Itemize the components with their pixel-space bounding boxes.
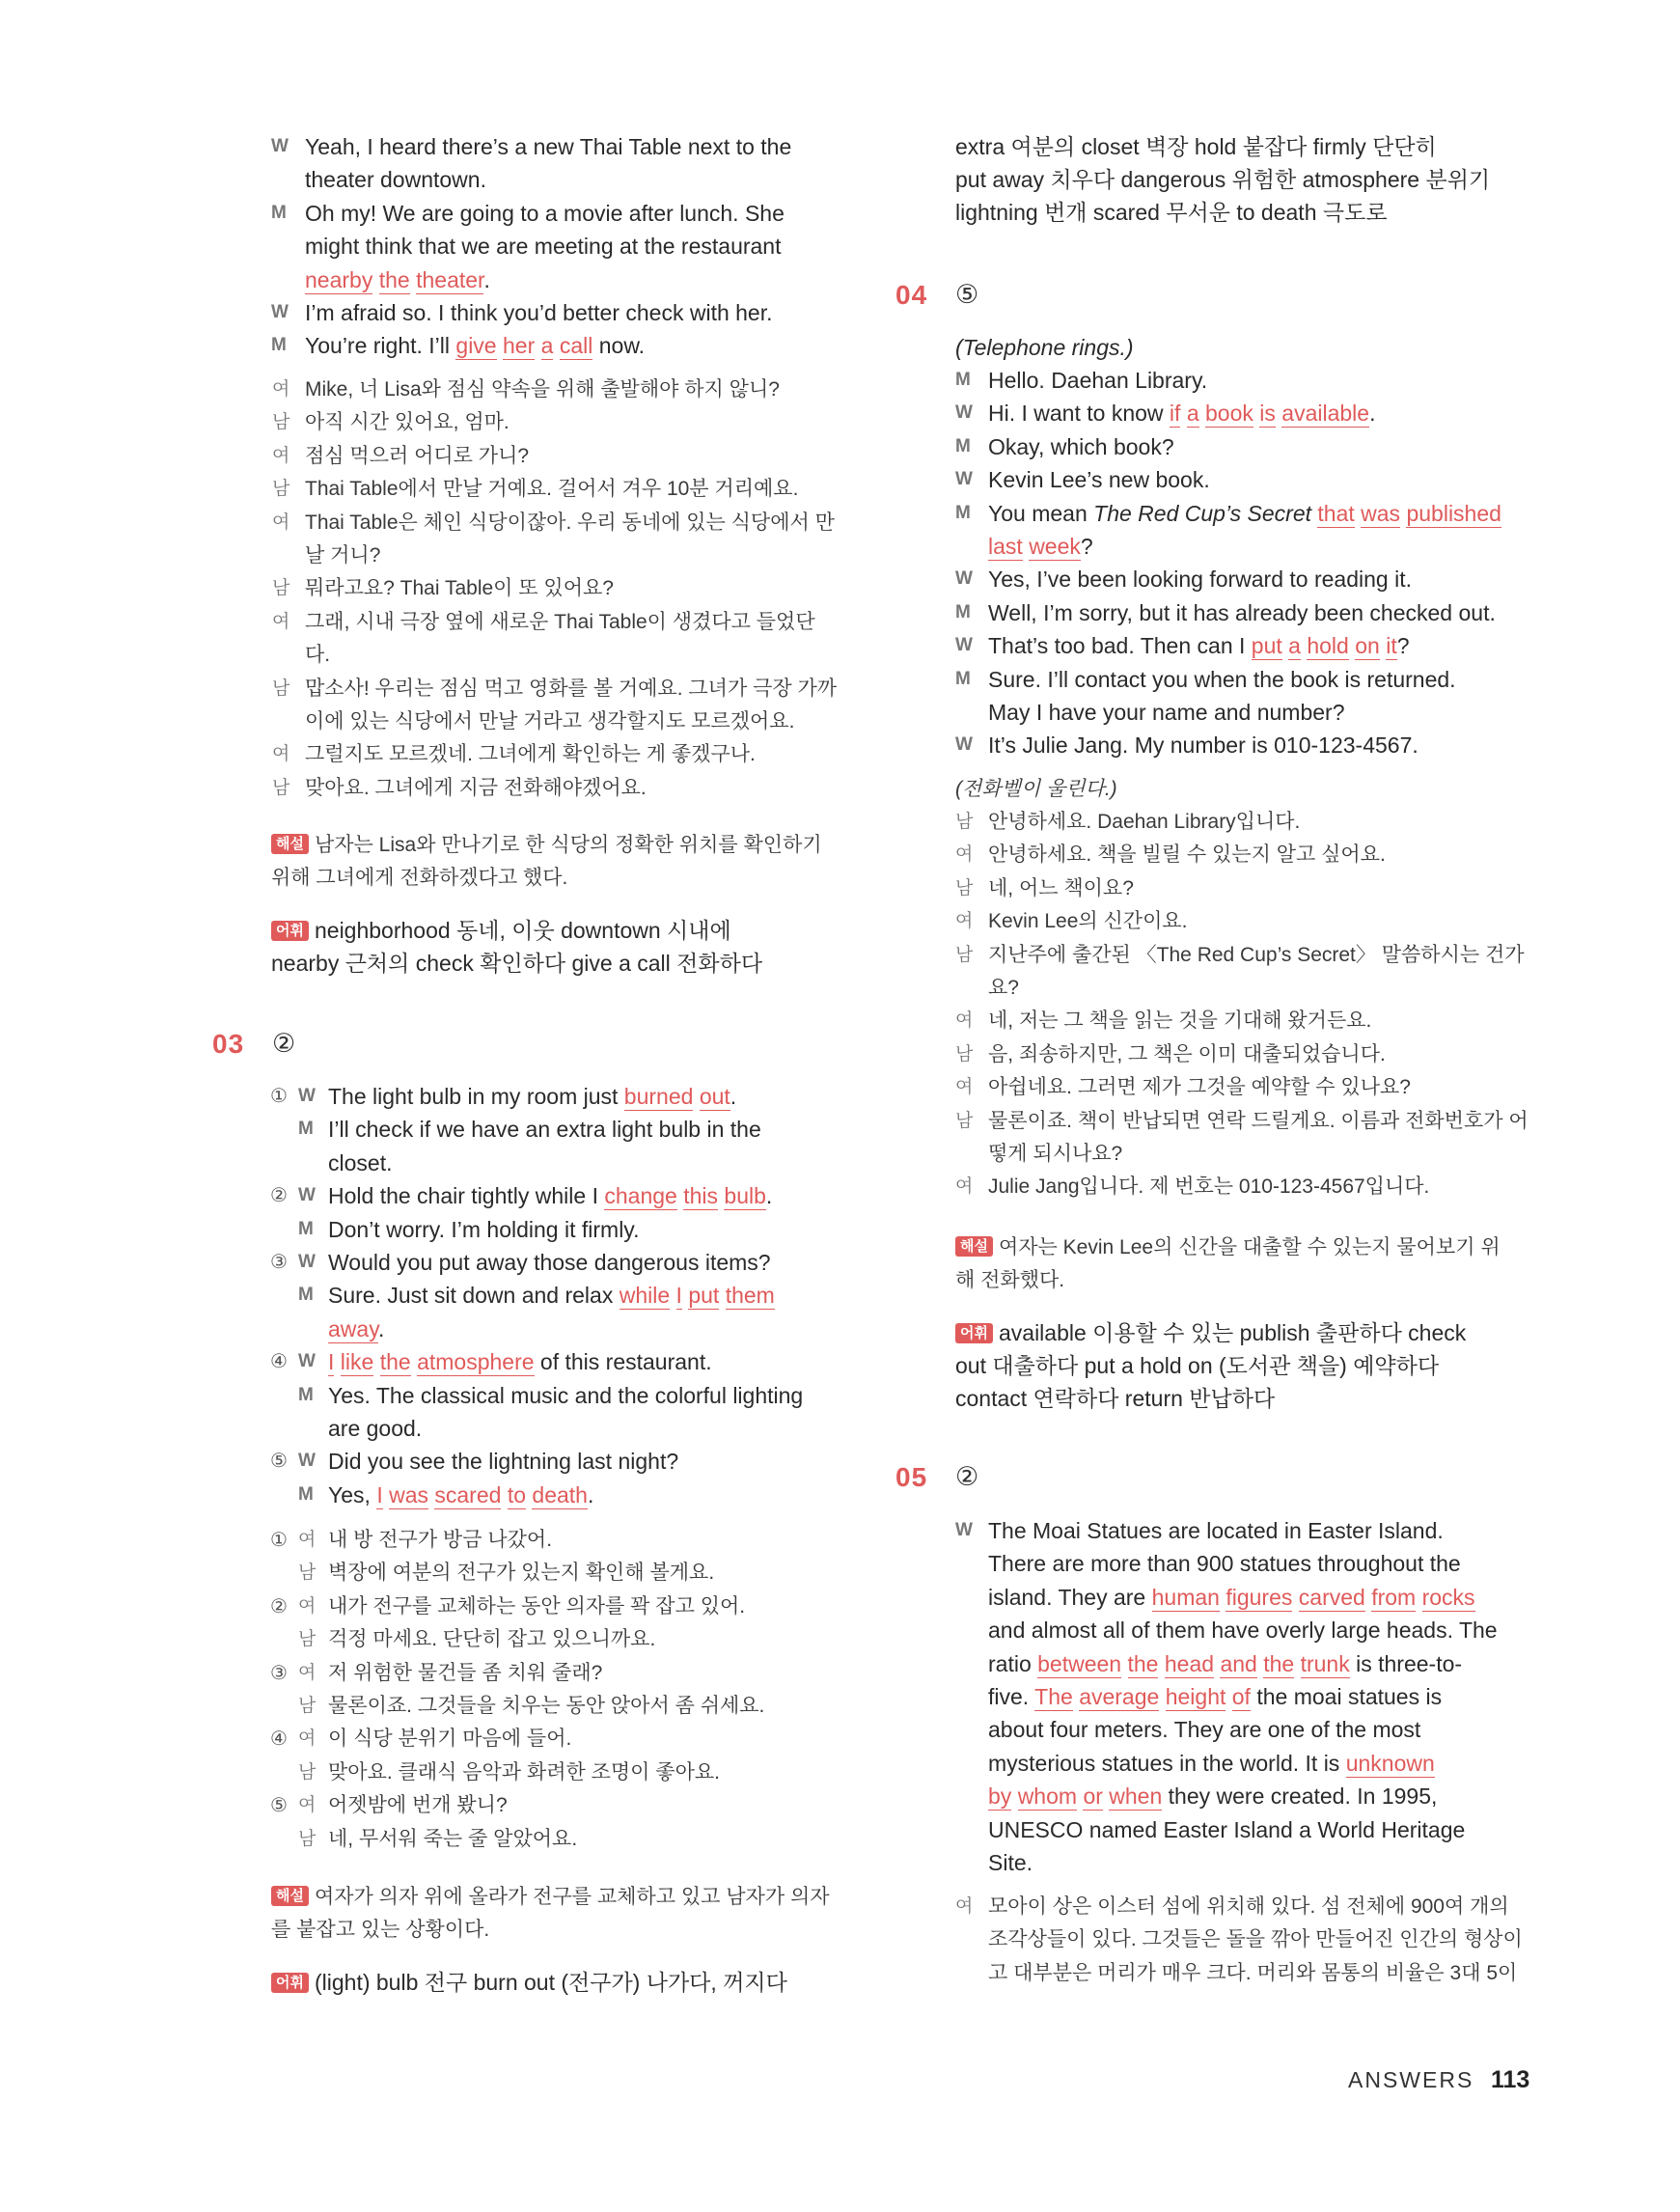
blank-answer: head	[1164, 1650, 1215, 1676]
translation-line: 이에 있는 식당에서 만날 거라고 생각할지도 모르겠어요.	[305, 710, 795, 733]
translation-line: Kevin Lee의 신간이요.	[988, 910, 1188, 933]
translation-line: 물론이죠. 그것들을 치우는 동안 앉아서 좀 쉬세요.	[328, 1695, 765, 1717]
line-text: ?	[1396, 633, 1410, 659]
dialogue-line	[305, 133, 791, 160]
translation-line: 안녕하세요. 책을 빌릴 수 있는지 알고 싶어요.	[988, 843, 1386, 867]
speaker-label: 여	[298, 1595, 317, 1617]
blank-answer: put	[1251, 633, 1282, 659]
speaker-label: M	[271, 202, 287, 223]
speaker-label: W	[955, 402, 973, 424]
dialogue-line	[305, 332, 645, 359]
blank-answer: human	[1151, 1584, 1220, 1610]
speaker-label: 남	[955, 1110, 974, 1131]
line-text: theater downtown.	[305, 167, 486, 193]
translation-line: 지난주에 출간된 〈The Red Cup’s Secret〉 말씀하시는 건가	[988, 943, 1525, 966]
footer-label: ANSWERS	[1348, 2067, 1474, 2092]
speaker-label: 남	[298, 1828, 317, 1849]
dialogue-line	[328, 1348, 712, 1375]
blank-answer: was	[389, 1481, 428, 1507]
line-text: May I have your name and number?	[988, 700, 1345, 725]
line-text: of this restaurant.	[534, 1349, 712, 1375]
line-text: There are more than 900 statues throughout the	[988, 1551, 1461, 1577]
line-text: Kevin Lee’s new book.	[988, 467, 1210, 493]
q02-explanation: 해설 남자는 Lisa와 만나기로 한 식당의 정확한 위치를 확인하기	[271, 830, 822, 859]
line-text: and almost all of them have overly large heads. The	[988, 1618, 1498, 1644]
speaker-label: 여	[955, 1896, 974, 1917]
translation-line: 다.	[305, 644, 331, 667]
blank-answer: this	[683, 1183, 719, 1209]
speaker-label: 남	[272, 677, 290, 699]
speaker-label: 남	[272, 412, 290, 433]
translation-line: 모아이 상은 이스터 섬에 위치해 있다. 섬 전체에 900여 개의	[988, 1895, 1509, 1918]
speaker-label: 여	[955, 1176, 974, 1198]
speaker-label: 남	[272, 578, 290, 599]
dialogue-line	[988, 699, 1344, 726]
speaker-label: 남	[272, 479, 290, 500]
explanation-tag: 해설	[271, 834, 309, 854]
line-text: Did you see the lightning last night?	[328, 1449, 679, 1475]
translation-line: 뭐라고요? Thai Table이 또 있어요?	[305, 577, 614, 600]
dialogue-line	[328, 1149, 392, 1176]
dialogue-line	[988, 433, 1174, 460]
line-text: .	[587, 1481, 594, 1507]
item-number: ①	[270, 1530, 288, 1551]
speaker-label: 남	[298, 1562, 317, 1584]
blank-answer: a	[540, 333, 554, 359]
blank-answer: call	[559, 333, 593, 359]
dialogue-line	[988, 533, 1093, 560]
speaker-label: M	[298, 1119, 314, 1140]
dialogue-line	[328, 1448, 678, 1475]
dialogue-line	[328, 1216, 640, 1243]
speaker-label: M	[955, 435, 971, 456]
blank-answer: away	[328, 1315, 378, 1341]
blank-answer: on	[1355, 633, 1380, 659]
q04-explanation: 해설 여자는 Kevin Lee의 신간을 대출할 수 있는지 물어보기 위	[955, 1232, 1501, 1261]
line-text: Would you put away those dangerous items?	[328, 1250, 771, 1275]
blank-answer: a	[1288, 633, 1301, 659]
line-text: Okay, which book?	[988, 433, 1174, 459]
line-text: ?	[1080, 534, 1093, 559]
speaker-label: M	[955, 601, 971, 622]
speaker-label: W	[298, 1351, 316, 1372]
dialogue-line	[328, 1415, 422, 1442]
speaker-label: 여	[955, 1010, 974, 1032]
dialogue-line	[988, 1849, 1033, 1876]
blank-answer: between	[1037, 1650, 1122, 1676]
speaker-label: M	[955, 502, 971, 523]
line-text: .	[765, 1183, 773, 1209]
q03-vocab-cont-1: extra 여분의 closet 벽장 hold 붙잡다 firmly 단단히	[955, 134, 1437, 159]
vocab-tag: 어휘	[271, 921, 309, 941]
blank-answer: the	[378, 266, 410, 292]
blank-answer: trunk	[1300, 1650, 1350, 1676]
translation-line: 네, 무서워 죽는 줄 알았어요.	[328, 1827, 578, 1850]
dialogue-line	[988, 1584, 1475, 1611]
speaker-label: W	[955, 469, 973, 490]
blank-answer: while	[619, 1283, 671, 1309]
dialogue-line	[988, 1816, 1465, 1843]
speaker-label: 여	[298, 1728, 317, 1750]
blank-answer: change	[604, 1183, 677, 1209]
blank-answer: out	[699, 1084, 730, 1109]
line-text: Don’t worry. I’m holding it firmly.	[328, 1216, 640, 1242]
blank-answer: theater	[416, 266, 484, 292]
blank-answer: her	[503, 333, 536, 359]
line-text: The light bulb in my room just	[328, 1084, 624, 1109]
translation-line: Thai Table은 체인 식당이잖아. 우리 동네에 있는 식당에서 만	[305, 511, 835, 534]
translation-line: 고 대부분은 머리가 매우 크다. 머리와 몸통의 비율은 3대 5이	[988, 1961, 1518, 1984]
blank-answer: it	[1386, 633, 1397, 659]
line-text: That’s too bad. Then can I	[988, 633, 1252, 659]
translation-line: 맙소사! 우리는 점심 먹고 영화를 볼 거예요. 그녀가 극장 가까	[305, 677, 838, 700]
line-text: ratio	[988, 1650, 1038, 1676]
line-text: I’ll check if we have an extra light bulb in the	[328, 1117, 761, 1143]
dialogue-line	[988, 632, 1410, 659]
speaker-label: M	[298, 1483, 314, 1505]
dialogue-line	[305, 200, 785, 227]
q03-explanation-line2: 를 붙잡고 있는 상황이다.	[271, 1919, 490, 1941]
dialogue-line	[988, 666, 1456, 693]
blank-answer: that	[1317, 500, 1355, 526]
blank-answer: height	[1165, 1684, 1226, 1709]
line-text: Yes,	[328, 1481, 377, 1507]
blank-answer: The	[1034, 1684, 1073, 1709]
translation-line: 조각상들이 있다. 그것들은 돌을 깎아 만들어진 인간의 형상이	[988, 1928, 1523, 1951]
q04-vocab-line2: out 대출하다 put a hold on (도서관 책을) 예약하다	[955, 1353, 1440, 1378]
speaker-label: 여	[272, 512, 290, 533]
blank-answer: available	[1281, 401, 1370, 427]
speaker-label: W	[271, 302, 289, 322]
line-text: Hold the chair tightly while I	[328, 1183, 605, 1209]
q04-vocab-line3: contact 연락하다 return 반납하다	[955, 1386, 1276, 1411]
blank-answer: whom	[1017, 1783, 1078, 1810]
speaker-label: M	[298, 1218, 314, 1239]
blank-answer: average	[1079, 1684, 1160, 1709]
line-text: You’re right. I’ll	[305, 333, 456, 359]
speaker-label: M	[271, 335, 287, 356]
speaker-label: 여	[298, 1662, 317, 1683]
dialogue-line	[988, 566, 1412, 593]
q04-vocab: 어휘 available 이용할 수 있는 publish 출판하다 check	[955, 1319, 1466, 1346]
line-text: Yes, I’ve been looking forward to reading it.	[988, 567, 1412, 593]
q04-number: 04	[895, 280, 928, 310]
item-number: ④	[270, 1351, 288, 1373]
translation-line: 이 식당 분위기 마음에 들어.	[328, 1728, 572, 1751]
line-text: Sure. I’ll contact you when the book is returned.	[988, 666, 1456, 692]
line-text: island. They are	[988, 1584, 1152, 1610]
dialogue-line	[328, 1282, 775, 1309]
blank-answer: the	[379, 1349, 411, 1375]
blank-answer: scared	[434, 1481, 502, 1507]
dialogue-line	[305, 233, 782, 260]
q03-vocab: 어휘 (light) bulb 전구 burn out (전구가) 나가다, 꺼지다	[271, 1969, 787, 1996]
speaker-label: 여	[955, 844, 974, 866]
speaker-label: 여	[272, 744, 290, 765]
blank-answer: is	[1259, 401, 1276, 427]
dialogue-line	[988, 1683, 1442, 1710]
translation-line: 네, 저는 그 책을 읽는 것을 기대해 왔거든요.	[988, 1009, 1372, 1033]
item-number: ③	[270, 1252, 288, 1273]
vocab-tag: 어휘	[271, 1973, 309, 1993]
blank-answer: death	[532, 1481, 588, 1507]
line-text: Yeah, I heard there’s a new Thai Table next to the	[305, 134, 792, 159]
speaker-label: M	[955, 370, 971, 390]
blank-answer: published	[1406, 500, 1501, 526]
line-text: Yes. The classical music and the colorful lighting	[328, 1382, 804, 1408]
blank-answer: unknown	[1345, 1750, 1435, 1776]
line-text: mysterious statues in the world. It is	[988, 1750, 1346, 1776]
translation-line: Thai Table에서 만날 거예요. 걸어서 겨우 10분 거리예요.	[305, 478, 799, 501]
speaker-label: 남	[955, 944, 974, 965]
translation-line: 내가 전구를 교체하는 동안 의자를 꽉 잡고 있어.	[328, 1594, 746, 1618]
translation-line: 음, 죄송하지만, 그 책은 이미 대출되었습니다.	[988, 1042, 1386, 1065]
translation-line: 내 방 전구가 방금 나갔어.	[328, 1529, 553, 1551]
translation-line: 아쉽네요. 그러면 제가 그것을 예약할 수 있나요?	[988, 1076, 1411, 1099]
translation-line: 벽장에 여분의 전구가 있는지 확인해 볼게요.	[328, 1562, 715, 1585]
line-text: Oh my! We are going to a movie after lunch. She	[305, 200, 785, 226]
line-text: UNESCO named Easter Island a World Heritage	[988, 1816, 1466, 1842]
q04-explanation-line2: 해 전화했다.	[955, 1269, 1065, 1291]
dialogue-line	[328, 1481, 593, 1508]
line-text: Hello. Daehan Library.	[988, 368, 1208, 393]
translation-line: 아직 시간 있어요, 엄마.	[305, 411, 510, 434]
speaker-label: 남	[298, 1629, 317, 1650]
speaker-label: 여	[298, 1530, 317, 1550]
blank-answer: of	[1231, 1684, 1251, 1709]
speaker-label: W	[955, 1520, 973, 1540]
blank-answer: put	[688, 1283, 720, 1309]
dialogue-line	[305, 299, 773, 326]
line-text: You mean	[988, 500, 1094, 526]
speaker-label: 여	[272, 445, 290, 466]
page-number: 113	[1491, 2066, 1530, 2093]
speaker-label: 여	[955, 911, 974, 932]
dialogue-line	[988, 1750, 1435, 1777]
translation-line: 그래, 시내 극장 옆에 새로운 Thai Table이 생겼다고 들었단	[305, 610, 815, 633]
dialogue-line	[988, 1517, 1444, 1544]
translation-line: 떻게 되시나요?	[988, 1143, 1123, 1165]
blank-answer: bulb	[724, 1183, 766, 1209]
blank-answer: week	[1029, 534, 1081, 559]
blank-answer: or	[1083, 1783, 1103, 1810]
blank-answer: book	[1205, 401, 1253, 427]
speaker-label: 남	[298, 1761, 317, 1783]
line-text: about four meters. They are one of the most	[988, 1717, 1421, 1743]
dialogue-line	[988, 367, 1207, 394]
line-text: .	[1369, 401, 1376, 427]
item-number: ②	[270, 1595, 288, 1618]
translation-line: 저 위험한 물건들 좀 치워 줄래?	[328, 1661, 603, 1684]
line-text: Sure. Just sit down and relax	[328, 1283, 620, 1309]
explanation-tag: 해설	[271, 1886, 309, 1906]
speaker-label: W	[298, 1086, 316, 1106]
q02-vocab: 어휘 neighborhood 동네, 이웃 downtown 시내에	[271, 917, 731, 944]
dialogue-line	[988, 732, 1418, 759]
dialogue-line	[305, 266, 490, 293]
item-number: ③	[270, 1662, 288, 1684]
line-text: Well, I’m sorry, but it has already been checked out.	[988, 599, 1496, 625]
speaker-label: M	[955, 668, 971, 689]
item-number: ①	[270, 1086, 288, 1107]
translation-line: Mike, 너 Lisa와 점심 약속을 위해 출발해야 하지 않니?	[305, 378, 780, 401]
speaker-label: 남	[955, 877, 974, 899]
vocab-tag: 어휘	[955, 1323, 993, 1343]
item-number: ②	[270, 1185, 288, 1207]
dialogue-line	[328, 1182, 772, 1209]
blank-answer: from	[1371, 1584, 1417, 1610]
speaker-label: 여	[272, 379, 290, 400]
line-text: I’m afraid so. I think you’d better check with her.	[305, 300, 773, 325]
dialogue-line	[988, 1550, 1461, 1577]
blank-answer: last	[988, 534, 1023, 559]
translation-line: 어젯밤에 번개 봤니?	[328, 1794, 508, 1817]
line-text: now.	[592, 333, 646, 359]
dialogue-line	[988, 466, 1210, 493]
speaker-label: W	[298, 1252, 316, 1272]
blank-answer: rocks	[1421, 1584, 1475, 1610]
translation-line: 물론이죠. 책이 반납되면 연락 드릴게요. 이름과 전화번호가 어	[988, 1109, 1529, 1132]
q03-number: 03	[212, 1029, 245, 1059]
dialogue-line	[988, 1650, 1462, 1677]
translation-line: 맞아요. 그녀에게 지금 전화해야겠어요.	[305, 776, 647, 799]
speaker-label: M	[298, 1285, 314, 1306]
blank-answer: nearby	[305, 266, 373, 292]
speaker-label: 여	[298, 1795, 317, 1816]
speaker-label: W	[271, 136, 289, 156]
dialogue-line	[305, 166, 486, 193]
translation-line: Julie Jang입니다. 제 번호는 010-123-4567입니다.	[988, 1175, 1430, 1199]
q05-number: 05	[895, 1462, 928, 1492]
blank-answer: by	[988, 1783, 1012, 1810]
blank-answer: and	[1220, 1650, 1257, 1676]
q04-intro-korean: (전화벨이 울린다.)	[955, 778, 1117, 800]
dialogue-line	[328, 1083, 736, 1110]
blank-answer: I	[376, 1481, 383, 1507]
q02-vocab-line2: nearby 근처의 check 확인하다 give a call 전화하다	[271, 951, 763, 976]
translation-line: 날 거니?	[305, 544, 381, 567]
dialogue-line	[328, 1315, 384, 1342]
speaker-label: M	[298, 1384, 314, 1405]
speaker-label: 남	[298, 1696, 317, 1716]
q04-intro: (Telephone rings.)	[955, 335, 1134, 360]
blank-answer: the	[1127, 1650, 1159, 1676]
q04-answer: ⑤	[955, 280, 979, 309]
explanation-tag: 해설	[955, 1236, 993, 1257]
line-text: The Moai Statues are located in Easter Island.	[988, 1518, 1444, 1543]
blank-answer: carved	[1298, 1584, 1365, 1610]
line-text: .	[730, 1084, 737, 1109]
dialogue-line	[988, 500, 1501, 527]
line-text: they were created. In 1995,	[1162, 1783, 1438, 1810]
blank-answer: like	[340, 1349, 374, 1375]
speaker-label: 여	[955, 1077, 974, 1098]
q03-answer: ②	[272, 1029, 296, 1058]
q03-explanation: 해설 여자가 의자 위에 올라가 전구를 교체하고 있고 남자가 의자	[271, 1882, 830, 1911]
blank-answer: a	[1186, 401, 1199, 427]
translation-line: 안녕하세요. Daehan Library입니다.	[988, 811, 1301, 833]
translation-line: 요?	[988, 977, 1019, 999]
line-text: .	[378, 1315, 385, 1341]
item-number: ④	[270, 1728, 288, 1751]
q05-answer: ②	[955, 1462, 979, 1491]
blank-answer: figures	[1226, 1584, 1293, 1610]
dialogue-line	[328, 1249, 771, 1276]
speaker-label: 남	[955, 1043, 974, 1065]
q03-vocab-cont-2: put away 치우다 dangerous 위험한 atmosphere 분위기	[955, 167, 1491, 192]
dialogue-line	[988, 1783, 1437, 1810]
blank-answer: I	[328, 1349, 335, 1375]
speaker-label: 남	[955, 812, 974, 832]
blank-answer: atmosphere	[417, 1349, 535, 1375]
line-text: closet.	[328, 1149, 393, 1175]
speaker-label: 여	[272, 611, 290, 632]
line-text: might think that we are meeting at the restaurant	[305, 234, 782, 260]
dialogue-line	[988, 1716, 1420, 1743]
line-text: It’s Julie Jang. My number is 010-123-4567.	[988, 733, 1418, 759]
blank-answer: to	[507, 1481, 527, 1507]
blank-answer: give	[455, 333, 497, 359]
translation-line: 그럴지도 모르겠네. 그녀에게 확인하는 게 좋겠구나.	[305, 743, 756, 766]
line-text: are good.	[328, 1416, 423, 1441]
q02-explanation-line2: 위해 그녀에게 전화하겠다고 했다.	[271, 867, 568, 889]
blank-answer: when	[1109, 1783, 1163, 1810]
blank-answer: them	[725, 1283, 775, 1309]
dialogue-line	[328, 1116, 761, 1143]
line-text: .	[483, 266, 490, 292]
line-text: the moai statues is	[1250, 1684, 1443, 1709]
translation-line: 맞아요. 클래식 음악과 화려한 조명이 좋아요.	[328, 1760, 720, 1783]
dialogue-line	[988, 400, 1375, 427]
translation-line: 점심 먹으러 어디로 가니?	[305, 444, 530, 467]
dialogue-line	[328, 1382, 803, 1409]
book-title: The Red Cup’s Secret	[1093, 500, 1311, 526]
blank-answer: hold	[1307, 633, 1349, 659]
line-text: Hi. I want to know	[988, 401, 1170, 427]
speaker-label: W	[955, 635, 973, 656]
item-number: ⑤	[270, 1451, 288, 1473]
item-number: ⑤	[270, 1795, 288, 1817]
blank-answer: the	[1263, 1650, 1295, 1676]
translation-line: 네, 어느 책이요?	[988, 876, 1134, 899]
line-text: is three-to-	[1349, 1650, 1463, 1676]
translation-line: 걱정 마세요. 단단히 잡고 있으니까요.	[328, 1628, 656, 1651]
speaker-label: 남	[272, 777, 290, 798]
dialogue-line	[988, 599, 1496, 626]
q03-vocab-cont-3: lightning 번개 scared 무서운 to death 극도로	[955, 200, 1388, 225]
line-text: Site.	[988, 1850, 1033, 1875]
speaker-label: W	[298, 1185, 316, 1206]
blank-answer: if	[1169, 401, 1181, 427]
dialogue-line	[988, 1617, 1498, 1644]
blank-answer: burned	[623, 1084, 694, 1109]
line-text: five.	[988, 1684, 1035, 1709]
speaker-label: W	[955, 568, 973, 590]
speaker-label: W	[955, 734, 973, 756]
blank-answer: was	[1361, 500, 1401, 526]
blank-answer: I	[675, 1283, 682, 1309]
speaker-label: W	[298, 1451, 316, 1472]
